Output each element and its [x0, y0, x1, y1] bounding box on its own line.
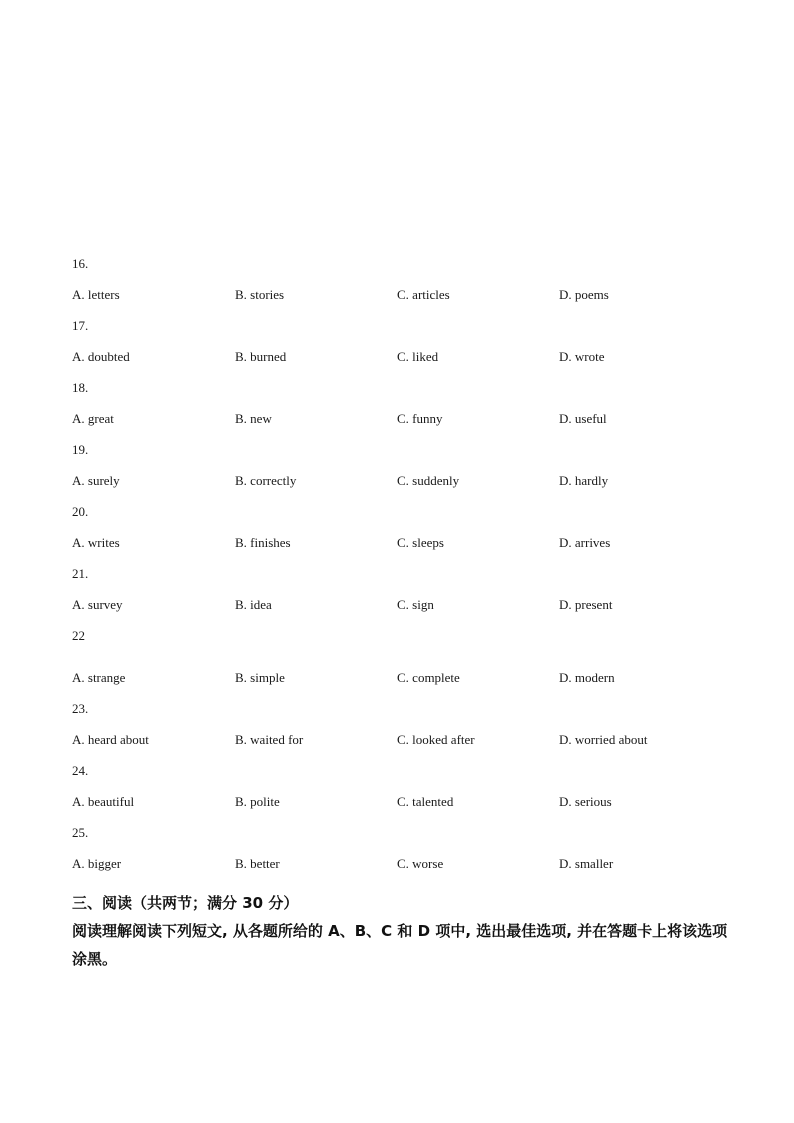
option-row	[72, 472, 762, 490]
option-c: C. sign	[397, 597, 434, 612]
option-d: D. arrives	[559, 535, 611, 550]
option-d: D. serious	[559, 794, 612, 809]
option-b: B. correctly	[235, 473, 297, 488]
option-b: B. finishes	[235, 535, 291, 550]
option-b: B. idea	[235, 597, 272, 612]
section-instruction: 阅读理解阅读下列短文, 从各题所给的 A、B、C 和 D 项中, 选出最佳选项, 并在答题卡上将该选项涂黑。	[72, 922, 728, 968]
option-c: C. looked after	[397, 732, 475, 747]
option-b: B. better	[235, 856, 280, 871]
option-c: C. worse	[397, 856, 444, 871]
option-c: C. articles	[397, 287, 450, 302]
option-row	[72, 410, 762, 428]
option-b: B. new	[235, 411, 272, 426]
option-d: D. wrote	[559, 349, 605, 364]
question-number: 21.	[72, 566, 89, 581]
option-b: B. waited for	[235, 732, 304, 747]
option-a: A. strange	[72, 670, 126, 685]
option-a: A. bigger	[72, 856, 122, 871]
option-row	[72, 596, 762, 614]
option-d: D. smaller	[559, 856, 614, 871]
question-18	[72, 379, 762, 428]
reading-section	[72, 889, 732, 973]
option-a: A. doubted	[72, 349, 130, 364]
question-number: 20.	[72, 504, 89, 519]
option-row	[72, 286, 762, 304]
option-b: B. burned	[235, 349, 287, 364]
option-row	[72, 793, 762, 811]
question-number: 17.	[72, 318, 89, 333]
option-b: B. simple	[235, 670, 285, 685]
option-a: A. survey	[72, 597, 123, 612]
option-row	[72, 731, 762, 749]
option-row	[72, 534, 762, 552]
option-d: D. useful	[559, 411, 607, 426]
question-number: 25.	[72, 825, 89, 840]
option-b: B. polite	[235, 794, 280, 809]
question-17	[72, 317, 762, 366]
option-a: A. letters	[72, 287, 120, 302]
option-c: C. talented	[397, 794, 454, 809]
option-a: A. writes	[72, 535, 120, 550]
option-d: D. worried about	[559, 732, 648, 747]
question-20	[72, 503, 762, 552]
question-16	[72, 255, 762, 304]
option-a: A. great	[72, 411, 114, 426]
question-number: 18.	[72, 380, 89, 395]
option-b: B. stories	[235, 287, 285, 302]
option-d: D. modern	[559, 670, 615, 685]
option-a: A. surely	[72, 473, 120, 488]
question-25	[72, 824, 762, 873]
option-c: C. liked	[397, 349, 439, 364]
option-c: C. suddenly	[397, 473, 460, 488]
option-row	[72, 669, 762, 687]
option-a: A. beautiful	[72, 794, 135, 809]
question-list	[72, 255, 762, 873]
question-21	[72, 565, 762, 614]
question-19	[72, 441, 762, 490]
option-d: D. present	[559, 597, 613, 612]
question-22	[72, 627, 762, 687]
option-c: C. sleeps	[397, 535, 444, 550]
option-c: C. funny	[397, 411, 443, 426]
option-row	[72, 348, 762, 366]
section-title: 三、阅读（共两节；满分 30 分）	[72, 894, 299, 912]
option-a: A. heard about	[72, 732, 149, 747]
question-number: 19.	[72, 442, 89, 457]
option-c: C. complete	[397, 670, 460, 685]
question-23	[72, 700, 762, 749]
question-number: 16.	[72, 256, 89, 271]
option-d: D. hardly	[559, 473, 609, 488]
question-number: 22	[72, 628, 85, 643]
question-number: 23.	[72, 701, 89, 716]
question-number: 24.	[72, 763, 89, 778]
question-24	[72, 762, 762, 811]
option-row	[72, 855, 762, 873]
option-d: D. poems	[559, 287, 609, 302]
